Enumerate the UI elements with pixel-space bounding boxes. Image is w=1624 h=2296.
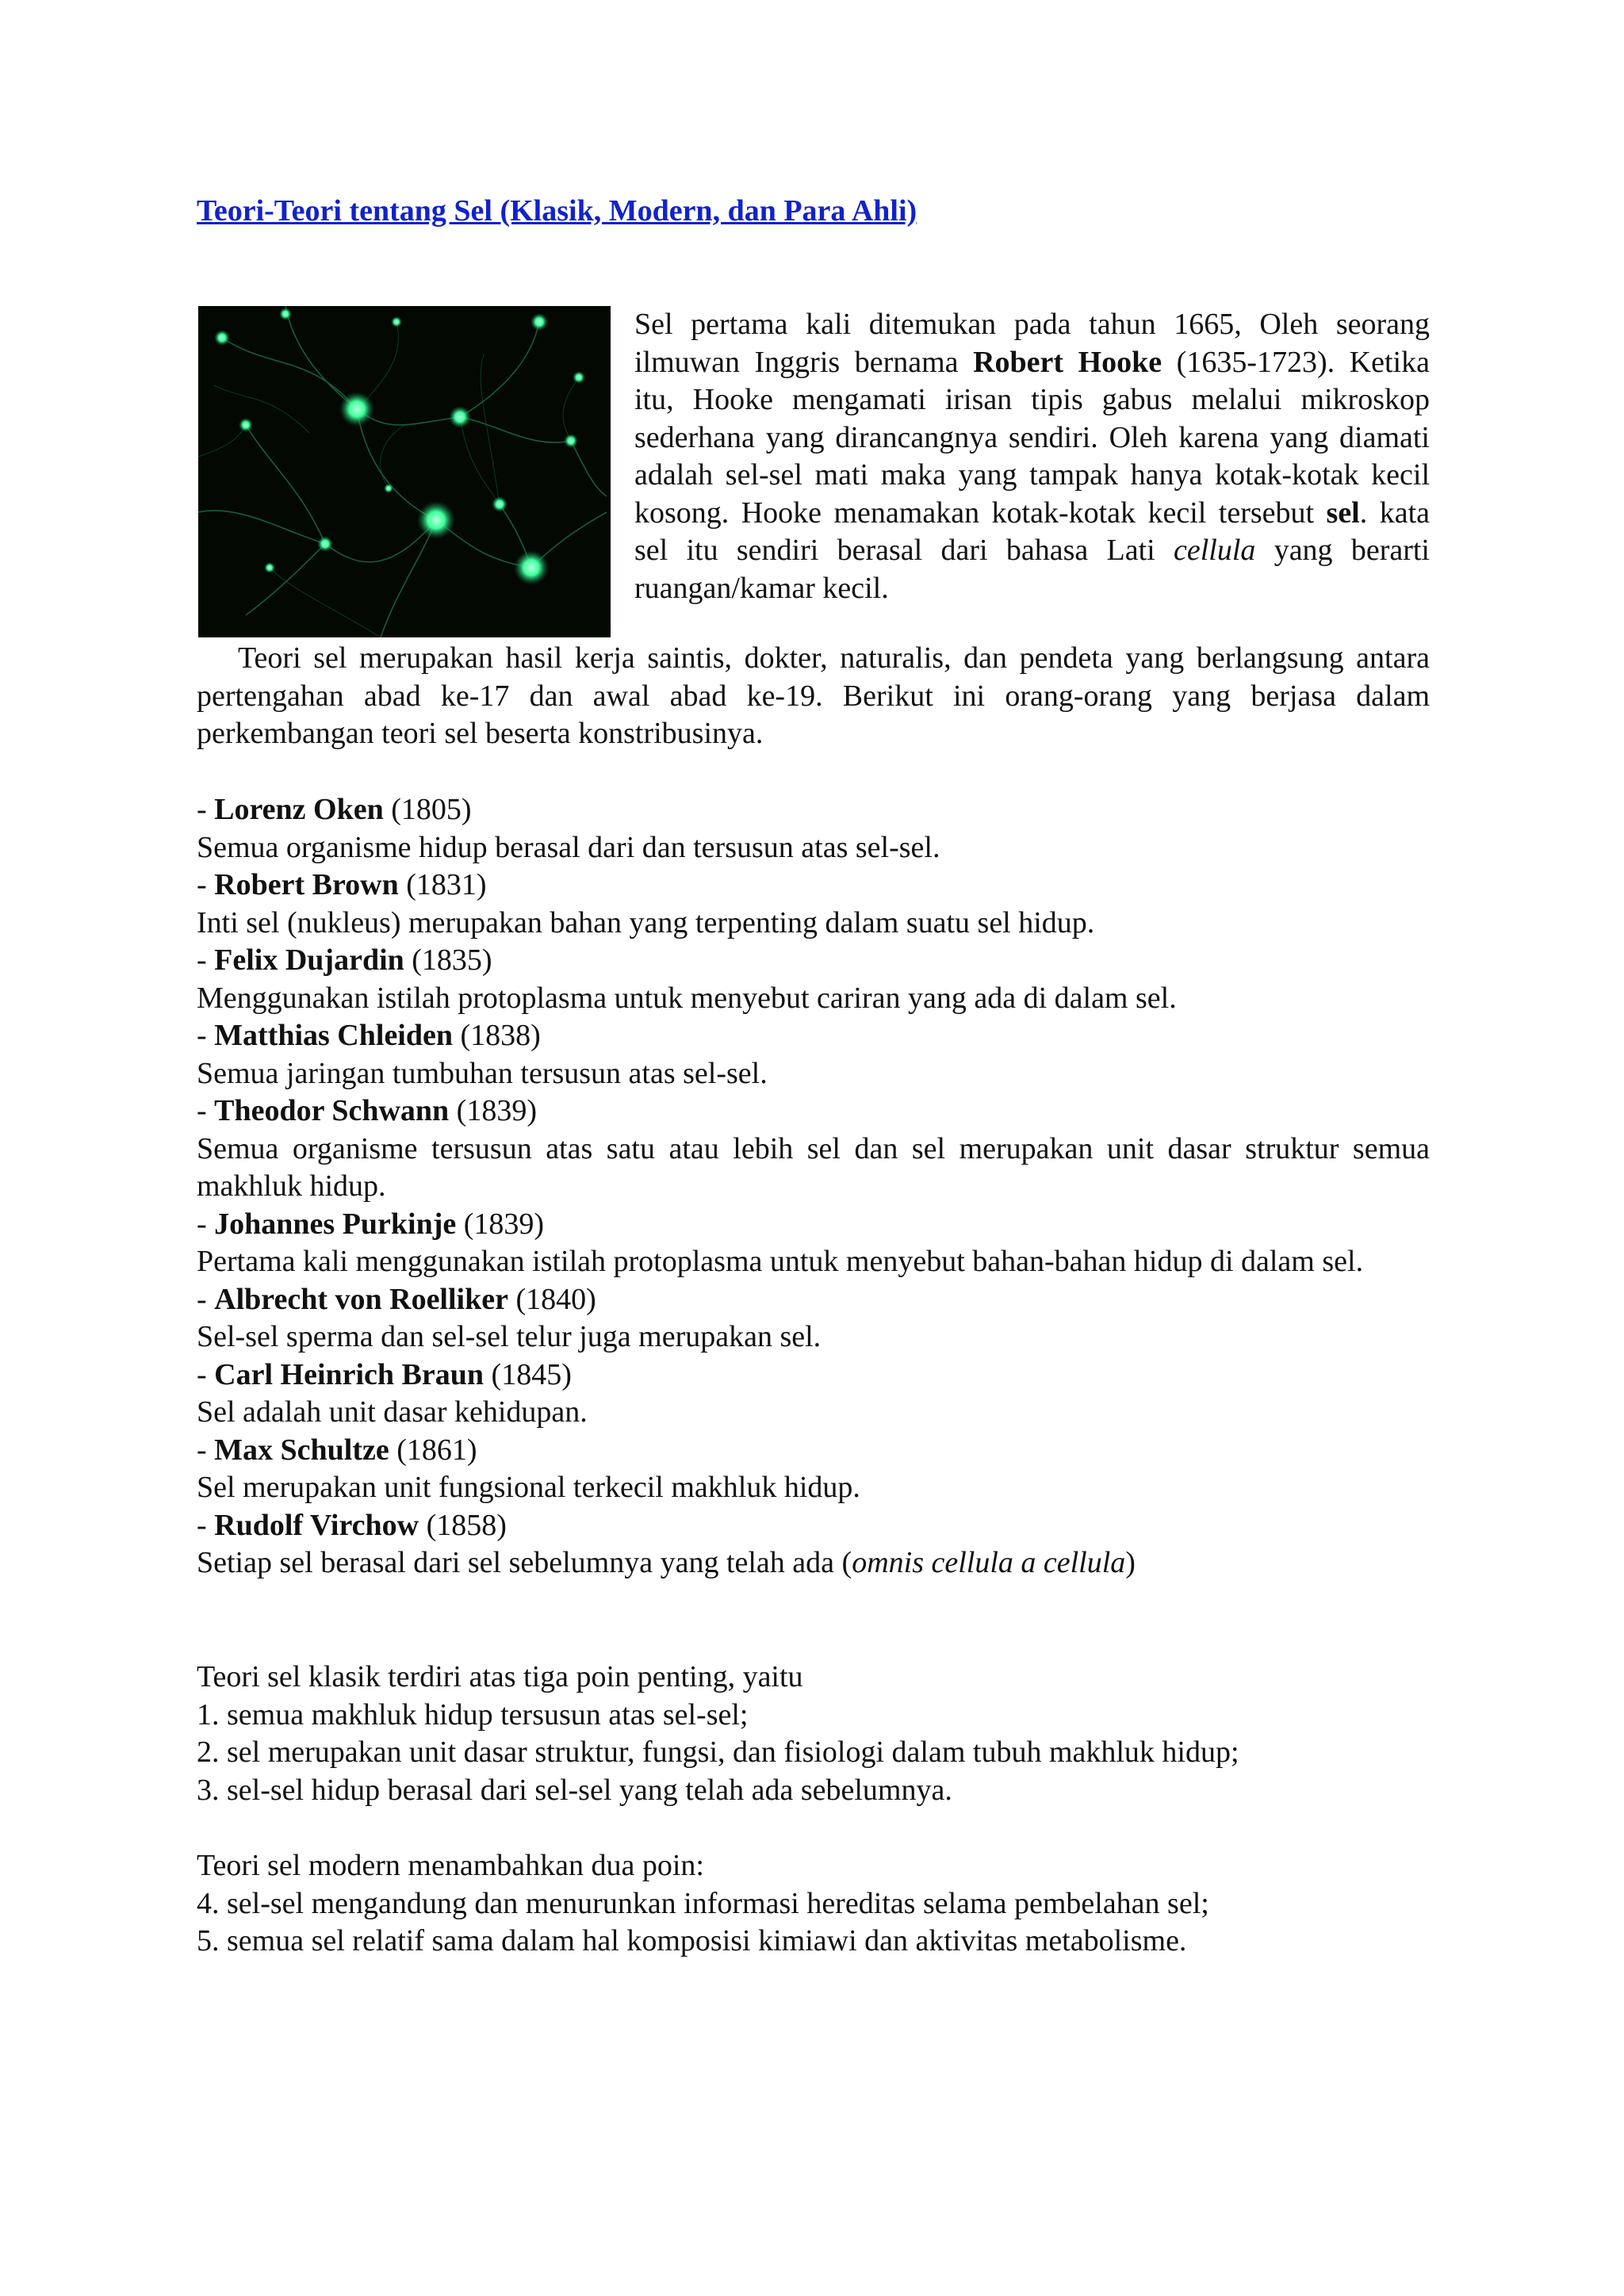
scientist-contribution: Semua jaringan tumbuhan tersusun atas sel-sel.	[197, 1056, 768, 1090]
intro-text-middle: (1635-1723). Ketika itu, Hooke mengamati irisan tipis gabus melalui mikroskop sederhana yang dirancangnya sendiri. Oleh karena yang diamati adalah sel-sel mati maka yang tampak hanya kotak-kotak kecil kosong. Hooke menamakan kotak-kotak kecil tersebut	[634, 345, 1430, 530]
scientist-heading	[197, 791, 1430, 829]
scientist-name: Robert Brown	[214, 868, 399, 901]
scientist-list	[197, 791, 1430, 1582]
scientist-contribution: Semua organisme tersusun atas satu atau lebih sel dan sel merupakan unit dasar struktur semua makhluk hidup.	[197, 1131, 1430, 1203]
scientist-name: Rudolf Virchow	[214, 1508, 419, 1542]
list-dash: -	[197, 793, 215, 826]
classic-point: 3. sel-sel hidup berasal dari sel-sel yang telah ada sebelumnya.	[197, 1773, 952, 1807]
modern-theory-intro: Teori sel modern menambahkan dua poin:	[197, 1849, 704, 1882]
list-dash: -	[197, 868, 215, 901]
scientist-entry	[197, 1206, 1430, 1281]
list-dash: -	[197, 1357, 215, 1391]
scientist-year: (1858)	[419, 1508, 507, 1542]
scientist-name: Lorenz Oken	[214, 793, 384, 826]
intro-text-end: yang berarti ruangan/kamar kecil.	[634, 534, 1430, 605]
scientist-contribution: Sel merupakan unit fungsional terkecil makhluk hidup.	[197, 1471, 860, 1504]
scientist-year: (1831)	[398, 868, 487, 901]
robert-hooke-name: Robert Hooke	[973, 345, 1162, 379]
scientist-name: Albrecht von Roelliker	[214, 1282, 508, 1316]
scientist-entry	[197, 791, 1430, 867]
intro-text-latin: . kata sel itu sendiri berasal dari bahasa Lati	[634, 496, 1430, 567]
sel-term: sel	[1326, 496, 1360, 530]
scientist-contribution: Menggunakan istilah protoplasma untuk menyebut cariran yang ada di dalam sel.	[197, 981, 1177, 1015]
list-dash: -	[197, 1508, 215, 1542]
scientist-heading	[197, 1281, 1430, 1319]
modern-point: 5. semua sel relatif sama dalam hal komposisi kimiawi dan aktivitas metabolisme.	[197, 1924, 1187, 1957]
scientist-year: (1805)	[383, 793, 472, 826]
classic-point: 1. semua makhluk hidup tersusun atas sel-sel;	[197, 1697, 749, 1732]
scientist-name: Johannes Purkinje	[214, 1207, 457, 1241]
intro-text-start: Sel pertama kali ditemukan pada tahun 1665, Oleh seorang ilmuwan Inggris bernama	[634, 308, 1430, 379]
scientist-entry	[197, 1017, 1430, 1093]
latin-phrase: omnis cellula a cellula	[852, 1546, 1126, 1579]
scientist-year: (1839)	[449, 1094, 537, 1127]
scientist-contribution: Semua organisme hidup berasal dari dan tersusun atas sel-sel.	[197, 830, 940, 864]
scientist-name: Theodor Schwann	[214, 1094, 450, 1127]
scientist-name: Felix Dujardin	[214, 943, 404, 977]
scientist-year: (1835)	[404, 943, 492, 977]
scientist-heading	[197, 942, 1430, 980]
scientist-heading	[197, 1206, 1430, 1244]
scientist-year: (1838)	[453, 1019, 541, 1052]
scientist-contribution: Sel-sel sperma dan sel-sel telur juga merupakan sel.	[197, 1320, 822, 1353]
scientist-contribution: Sel adalah unit dasar kehidupan.	[197, 1395, 588, 1429]
scientist-heading	[197, 1432, 1430, 1470]
scientist-heading	[197, 1093, 1430, 1131]
modern-point: 4. sel-sel mengandung dan menurunkan informasi hereditas selama pembelahan sel;	[197, 1886, 1209, 1920]
neuron-micrograph-image	[198, 306, 611, 637]
scientist-entry	[197, 867, 1430, 942]
cellula-word: cellula	[1174, 534, 1256, 567]
scientist-year: (1840)	[508, 1282, 596, 1316]
intro-paragraph	[634, 306, 1430, 607]
scientist-entry	[197, 1093, 1430, 1206]
scientist-entry	[197, 1507, 1430, 1582]
page-title-link[interactable]: Teori-Teori tentang Sel (Klasik, Modern, dan Para Ahli)	[197, 194, 917, 228]
scientist-contribution	[197, 1544, 1430, 1582]
list-dash: -	[197, 1094, 215, 1127]
classic-theory-section	[197, 1659, 1430, 1809]
scientist-entry	[197, 942, 1430, 1017]
scientist-name: Max Schultze	[214, 1433, 389, 1467]
scientist-name: Matthias Chleiden	[214, 1019, 454, 1052]
scientist-entry	[197, 1357, 1430, 1432]
list-dash: -	[197, 1282, 215, 1316]
scientist-heading	[197, 867, 1430, 905]
list-dash: -	[197, 1433, 215, 1467]
scientist-entry	[197, 1281, 1430, 1357]
list-dash: -	[197, 1207, 215, 1241]
scientist-heading	[197, 1017, 1430, 1055]
modern-theory-section	[197, 1847, 1430, 1961]
scientist-name: Carl Heinrich Braun	[214, 1357, 485, 1391]
scientist-heading	[197, 1507, 1430, 1545]
list-dash: -	[197, 1019, 215, 1052]
scientist-year: (1839)	[456, 1207, 545, 1241]
scientist-contribution: Inti sel (nukleus) merupakan bahan yang terpenting dalam suatu sel hidup.	[197, 905, 1095, 939]
contribution-close: )	[1125, 1546, 1136, 1579]
scientist-year: (1845)	[484, 1357, 572, 1391]
scientist-year: (1861)	[389, 1433, 477, 1467]
classic-theory-intro: Teori sel klasik terdiri atas tiga poin penting, yaitu	[197, 1660, 803, 1693]
contribution-text: Setiap sel berasal dari sel sebelumnya yang telah ada (	[197, 1546, 852, 1579]
scientist-contribution: Pertama kali menggunakan istilah protoplasma untuk menyebut bahan-bahan hidup di dalam sel.	[197, 1245, 1364, 1278]
classic-point: 2. sel merupakan unit dasar struktur, fungsi, dan fisiologi dalam tubuh makhluk hidup;	[197, 1735, 1239, 1769]
list-dash: -	[197, 943, 215, 977]
scientist-heading	[197, 1357, 1430, 1395]
scientist-entry	[197, 1432, 1430, 1507]
history-paragraph: Teori sel merupakan hasil kerja saintis, dokter, naturalis, dan pendeta yang berlangsung antara pertengahan abad ke-17 dan awal abad ke-19. Berikut ini orang-orang yang berjasa dalam perkembangan teori sel beserta konstribusinya.	[197, 641, 1430, 750]
